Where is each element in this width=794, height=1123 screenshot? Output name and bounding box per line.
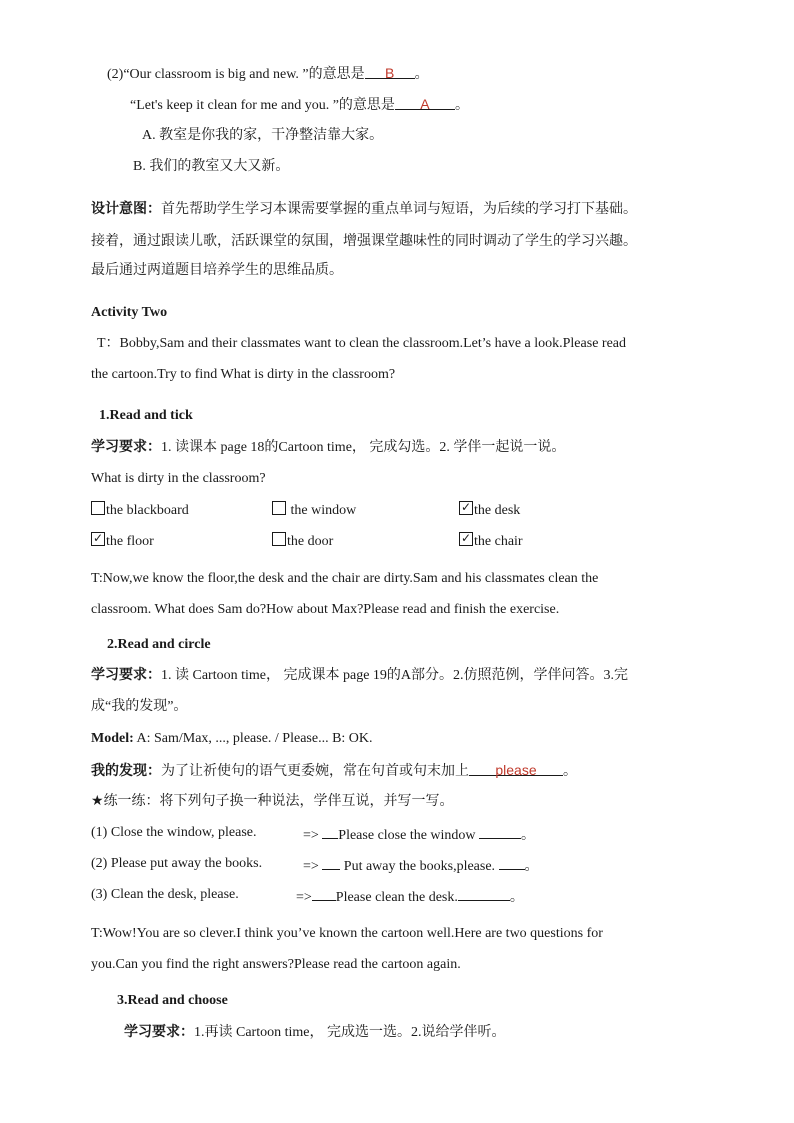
exercise-2-end: 。 — [524, 859, 539, 874]
q2-option-a: A. 教室是你我的家，干净整洁靠大家。 — [142, 128, 384, 143]
exercise-2-answer-text[interactable]: Put away the books,please. — [340, 859, 496, 874]
section2-req-label: 学习要求： — [91, 668, 161, 683]
practice-line — [91, 792, 454, 811]
discovery-blank[interactable] — [469, 761, 563, 776]
design-label: 设计意图： — [91, 202, 161, 217]
discovery-text: 为了让祈使句的语气更委婉，常在句首或句末加上 — [161, 764, 469, 779]
q2-line1-text: (2)“Our classroom is big and new. ”的意思是 — [107, 67, 365, 82]
section2-title: 2.Read and circle — [107, 637, 211, 652]
exercise-1-answer-text[interactable]: Please close the window — [338, 828, 476, 843]
model-text: A: Sam/Max, ..., please. / Please... B: OK. — [133, 731, 373, 746]
checkbox-window[interactable] — [272, 501, 286, 515]
practice-text: 练一练：将下列句子换一种说法，学伴互说，并写一写。 — [103, 794, 454, 809]
section2-teacher-line2: you.Can you find the right answers?Please read the cartoon again. — [91, 957, 461, 972]
section1-req-label: 学习要求： — [91, 440, 161, 455]
option-desk[interactable] — [459, 501, 520, 520]
q2-line2-answer: A — [420, 96, 430, 112]
exercise-1-question: (1) Close the window, please. — [91, 825, 257, 840]
checkbox-blackboard[interactable] — [91, 501, 105, 515]
exercise-3-end: 。 — [509, 890, 524, 905]
exercise-3-blank-start — [312, 886, 336, 901]
section2-requirement-line1 — [91, 667, 628, 685]
option-door-label: the door — [287, 534, 334, 549]
exercise-3-question: (3) Clean the desk, please. — [91, 887, 239, 902]
activity-teacher-line2: the cartoon.Try to find What is dirty in the classroom? — [91, 367, 396, 382]
exercise-3-answer-text[interactable]: Please clean the desk. — [335, 890, 458, 905]
q2-line1 — [107, 64, 429, 84]
section1-requirement — [91, 439, 565, 457]
option-chair-label: the chair — [474, 534, 523, 549]
discovery-line — [91, 761, 577, 781]
exercise-3-blank-end — [458, 886, 510, 901]
design-line1 — [91, 201, 637, 219]
section1-teacher-line2: classroom. What does Sam do?How about Max?Please read and finish the exercise. — [91, 602, 560, 617]
option-window[interactable] — [272, 501, 356, 520]
discovery-end: 。 — [563, 764, 577, 779]
activity-title: Activity Two — [91, 305, 168, 320]
section3-requirement — [124, 1024, 506, 1042]
q2-line1-blank[interactable] — [365, 64, 415, 79]
option-window-label: the window — [287, 503, 357, 518]
section1-title: 1.Read and tick — [99, 408, 193, 423]
exercise-3-answer — [296, 886, 524, 907]
design-text-1: 首先帮助学生学习本课需要掌握的重点单词与短语，为后续的学习打下基础。 — [161, 202, 637, 217]
option-floor[interactable] — [91, 532, 154, 551]
discovery-label: 我的发现： — [91, 764, 161, 779]
section2-req-text: 1. 读 Cartoon time， 完成课本 page 19的A部分。2.仿照范例，学伴问答。3.完 — [161, 668, 629, 683]
q2-option-b: B. 我们的教室又大又新。 — [133, 159, 290, 174]
checkbox-desk[interactable] — [459, 501, 473, 515]
exercise-2-blank-start — [322, 855, 340, 870]
q2-line2-end: 。 — [454, 98, 469, 113]
checkbox-chair[interactable] — [459, 532, 473, 546]
model-label: Model: — [91, 731, 134, 746]
option-blackboard[interactable] — [91, 501, 189, 520]
section3-req-text: 1.再读 Cartoon time， 完成选一选。2.说给学伴听。 — [194, 1025, 506, 1040]
q2-line1-answer: B — [384, 65, 395, 81]
design-line3: 最后通过两道题目培养学生的思维品质。 — [91, 263, 343, 278]
option-floor-label: the floor — [106, 534, 154, 549]
q2-line2-blank[interactable] — [395, 95, 455, 110]
section2-teacher-line1: T:Wow!You are so clever.I think you’ve known the cartoon well.Here are two questions for — [91, 926, 603, 941]
option-blackboard-label: the blackboard — [106, 503, 189, 518]
section3-title: 3.Read and choose — [117, 993, 228, 1008]
exercise-1-blank-start — [322, 824, 338, 839]
section1-question: What is dirty in the classroom? — [91, 471, 266, 486]
exercise-3-arrow: => — [296, 890, 312, 905]
option-door[interactable] — [272, 532, 333, 551]
checkbox-floor[interactable] — [91, 532, 105, 546]
exercise-1-answer — [303, 824, 535, 845]
section1-teacher-line1: T:Now,we know the floor,the desk and the chair are dirty.Sam and his classmates clean the — [91, 571, 599, 586]
exercise-1-blank-end — [479, 824, 521, 839]
q2-line1-end: 。 — [414, 67, 429, 82]
q2-line2-text: “Let's keep it clean for me and you. ”的意思是 — [130, 98, 395, 113]
option-desk-label: the desk — [474, 503, 521, 518]
exercise-2-arrow: => — [303, 859, 319, 874]
design-line2: 接着，通过跟读儿歌，活跃课堂的氛围，增强课堂趣味性的同时调动了学生的学习兴趣。 — [91, 234, 637, 249]
exercise-2-answer — [303, 855, 539, 876]
exercise-2-question: (2) Please put away the books. — [91, 856, 263, 871]
activity-teacher-line1: T：Bobby,Sam and their classmates want to clean the classroom.Let’s have a look.Please read — [97, 336, 626, 351]
model-line — [91, 730, 373, 748]
star-icon: ★ — [91, 793, 104, 809]
section1-req-text: 1. 读课本 page 18的Cartoon time， 完成勾选。2. 学伴一起说一说。 — [161, 440, 566, 455]
exercise-1-arrow: => — [303, 828, 319, 843]
discovery-answer: please — [495, 762, 537, 778]
option-chair[interactable] — [459, 532, 523, 551]
checkbox-door[interactable] — [272, 532, 286, 546]
exercise-2-blank-end — [499, 855, 525, 870]
section3-req-label: 学习要求： — [124, 1025, 194, 1040]
q2-line2 — [130, 95, 469, 115]
exercise-1-end: 。 — [521, 828, 536, 843]
section2-requirement-line2: 成“我的发现”。 — [91, 699, 188, 714]
